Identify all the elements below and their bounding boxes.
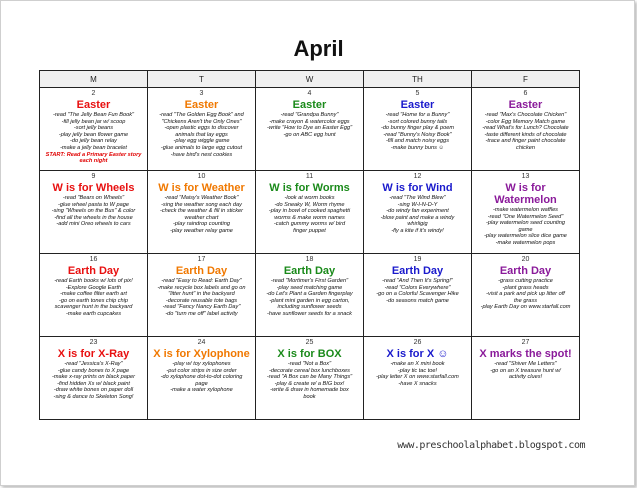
day-cell	[40, 254, 148, 337]
activity-line: -read "Colors Everywhere"	[384, 284, 451, 291]
activity-line: -trace and finger paint chocolate	[485, 138, 566, 145]
day-theme: Easter	[292, 99, 327, 111]
activity-line: -read "A Box can be Many Things"	[266, 374, 353, 381]
activity-line: page	[195, 380, 208, 387]
weekday-header: M	[40, 71, 148, 88]
activity-line: weather chart	[184, 214, 219, 221]
activity-line: -do jelly bean relay	[70, 138, 117, 145]
activity-line: -read "Not a Box"	[287, 361, 332, 367]
day-theme: Easter	[508, 99, 543, 111]
activity-line: -sing "Wheels on the Bus" & color	[51, 208, 136, 215]
day-cell	[472, 337, 580, 420]
activity-line: whirligig	[407, 221, 428, 228]
activity-line: -go on an X treasure hunt w/	[490, 367, 561, 374]
day-number: 24	[197, 339, 206, 346]
activity-line: -go on earth tones chip chip	[58, 297, 129, 304]
day-number: 26	[413, 339, 422, 346]
activity-line: -have bird's nest cookies	[170, 151, 233, 158]
activity-line: -read "Home for a Bunny"	[385, 112, 450, 118]
activity-line: -read "Fancy Nancy Earth Day"	[162, 304, 241, 311]
calendar-body	[40, 88, 580, 420]
activity-line: -read "Easy to Read: Earth Day"	[161, 278, 242, 284]
day-theme: X is for X-Ray	[57, 348, 130, 360]
activity-line: scavenger hunt in the backyard	[54, 304, 133, 311]
day-number: 9	[91, 173, 96, 180]
day-number: 11	[305, 173, 314, 180]
day-cell	[148, 254, 256, 337]
day-cell	[256, 88, 364, 171]
activity-line: "Chickens Aren't the Only Ones"	[161, 118, 242, 125]
activity-line: game	[518, 226, 533, 233]
day-number: 19	[413, 256, 422, 263]
activity-line: -make coffee filter earth art	[60, 291, 127, 298]
day-theme: Earth Day	[67, 265, 120, 277]
day-theme: W is for Worms	[269, 182, 350, 194]
day-theme: W is for Wind	[382, 182, 453, 194]
activity-line: -make watermelon pops	[495, 239, 556, 246]
activity-line: animals that lay eggs	[175, 131, 228, 138]
day-number: 10	[197, 173, 206, 180]
calendar-grid	[39, 70, 580, 420]
activity-line: -draw white bones on paper doll	[53, 387, 134, 394]
day-theme: Earth Day	[499, 265, 552, 277]
activity-line: -fly a kite if it's windy!	[391, 227, 444, 234]
activity-line: -sort colored bunny tails	[387, 118, 448, 125]
day-theme: W is for Wheels	[52, 182, 135, 194]
activity-line: -read "Jessica's X-Ray"	[64, 361, 123, 367]
day-cell	[40, 88, 148, 171]
activity-line: -check the weather & fill in sticker	[159, 208, 243, 215]
note-line: START: Read a Primary Easter story each night	[45, 151, 142, 165]
activity-line: -have X snacks	[398, 380, 437, 387]
day-number: 16	[89, 256, 98, 263]
day-theme: W is for Watermelon	[494, 182, 557, 206]
activity-line: -find hidden Xs w/ black paint	[57, 380, 130, 387]
activity-line: -make a jelly bean bracelet	[60, 144, 127, 151]
activity-line: -fill jelly bean jar w/ scoop	[61, 118, 126, 125]
day-number: 25	[305, 339, 314, 346]
activity-line: -sing & dance to Skeleton Song!	[53, 393, 134, 400]
activity-line: -make recycle box labels and go on	[157, 284, 246, 291]
activity-line: finger puppet	[293, 227, 326, 234]
day-theme: X is for Xylophone	[153, 348, 250, 360]
activity-line: -plant grass heads	[502, 284, 549, 291]
activity-line: -sort jelly beans	[73, 125, 114, 132]
activity-line: -find all the wheels in the house	[54, 214, 133, 221]
activity-line: -read "Max's Chocolate Chicken"	[484, 112, 567, 118]
day-cell	[364, 254, 472, 337]
day-theme: X is for X ☺	[386, 348, 449, 360]
activity-line: -glue candy bones to X page	[57, 367, 130, 374]
week-row	[40, 254, 580, 337]
day-number: 6	[523, 90, 528, 97]
activity-line: book	[303, 393, 316, 400]
activity-line: -make an X mini book	[390, 361, 445, 367]
day-number: 5	[415, 90, 420, 97]
day-number: 12	[413, 173, 422, 180]
activity-line: -make crayon & watercolor eggs	[269, 118, 350, 125]
day-number: 3	[199, 90, 204, 97]
activity-line: -decorate reusable tote bags	[165, 297, 238, 304]
activity-line: -do bunny finger play & poem	[380, 125, 455, 132]
activity-line: -make a water xylophone	[170, 387, 233, 394]
day-theme: Easter	[76, 99, 111, 111]
activity-line: -color Egg Memory Match game	[485, 118, 566, 125]
weekday-header: TH	[364, 71, 472, 88]
activity-line: -read "The Wind Blew"	[389, 195, 446, 201]
activity-line: -sing the weather song each day	[161, 201, 242, 208]
page-title: April	[293, 36, 344, 61]
activity-line: -play seed matching game	[276, 284, 343, 291]
day-cell	[472, 171, 580, 254]
activity-line: -play raindrop counting	[173, 221, 230, 228]
activity-line: -do Let's Plant a Garden fingerplay	[266, 291, 353, 298]
activity-line: -play watermelon slice dice game	[484, 233, 567, 240]
activity-line: -catch gummy worms w/ bird	[273, 221, 346, 228]
activity-line: -read "The Jelly Bean Fun Book"	[52, 112, 135, 118]
blog-url-footer: www.preschoolalphabet.blogspot.com	[397, 440, 585, 451]
day-number: 2	[91, 90, 96, 97]
activity-line: -do xylophone dot-to-dot coloring	[160, 374, 243, 381]
activity-line: -make watermelon waffles	[493, 207, 558, 213]
day-number: 13	[521, 173, 530, 180]
activity-line: -play letter X on www.starfall.com	[376, 374, 459, 381]
activity-line: -do Sneaky W, Worm rhyme	[274, 201, 345, 208]
activity-line: -plant mini garden in egg carton,	[269, 297, 350, 304]
day-theme: Earth Day	[391, 265, 444, 277]
day-theme: Easter	[400, 99, 435, 111]
activity-line: -visit a park and pick up litter off	[486, 291, 565, 298]
activity-line: -grass cutting practice	[498, 278, 553, 284]
activity-line: -glue animals to large egg cutout	[160, 144, 243, 151]
activity-line: -put color strips in size order	[166, 367, 237, 374]
activity-line: activity clues!	[508, 374, 543, 381]
day-theme: X is for BOX	[277, 348, 342, 360]
activity-line: -blow paint and make a windy	[380, 214, 455, 221]
day-cell	[256, 337, 364, 420]
activity-line: -make bunny buns ☺	[390, 144, 445, 151]
activity-line: -read "Shiver Me Letters"	[494, 361, 557, 367]
activity-line: -read "Bears on Wheels"	[62, 195, 125, 201]
activity-line: -do windy fan experiment	[386, 208, 449, 215]
day-theme: Earth Day	[175, 265, 228, 277]
day-cell	[256, 171, 364, 254]
activity-line: -sing W-I-N-D-Y	[397, 201, 438, 208]
day-cell	[40, 171, 148, 254]
day-cell	[364, 171, 472, 254]
week-row	[40, 337, 580, 420]
week-row	[40, 171, 580, 254]
activity-line: -read "Grandpa Bunny"	[280, 112, 339, 118]
activity-line: -glue wheel pasta to W page	[58, 201, 129, 208]
activity-line: -go on ABC egg hunt	[283, 131, 336, 138]
activity-line: -fill and match noisy eggs	[385, 138, 450, 145]
activity-line: -taste different kinds of chocolate	[484, 131, 567, 138]
activity-line: -go on a Colorful Scavenger Hike	[376, 291, 459, 298]
activity-line: -play egg wiggle game	[173, 138, 230, 145]
activity-line: -read "Mortimer's First Garden"	[270, 278, 349, 284]
activity-line: -read "One Watermelon Seed"	[487, 213, 564, 220]
day-theme: W is for Weather	[158, 182, 245, 194]
day-cell	[40, 337, 148, 420]
day-number: 23	[89, 339, 98, 346]
day-theme: X marks the spot!	[479, 348, 572, 360]
day-cell	[256, 254, 364, 337]
activity-line: -play tic tac toe!	[397, 367, 438, 374]
activity-line: -write "How to Dye an Easter Egg"	[266, 125, 353, 132]
activity-line: -read What's for Lunch? Chocolate	[482, 125, 569, 132]
activity-line: -write & draw in homemade box	[270, 387, 349, 394]
activity-line: -decorate cereal box lunchboxes	[269, 367, 350, 374]
day-cell	[472, 88, 580, 171]
activity-line: "litter hunt" in the backyard	[168, 291, 235, 298]
activity-line: -read "Bunny's Noisy Book"	[383, 131, 452, 138]
weekday-header-row	[40, 71, 580, 88]
activity-line: -have sunflower seeds for a snack	[267, 310, 352, 317]
activity-line: -play in bowl of cooked spaghetti	[268, 208, 351, 215]
week-row	[40, 88, 580, 171]
activity-line: -read "The Golden Egg Book" and	[159, 112, 244, 118]
activity-line: -Explore Google Earth	[65, 284, 122, 291]
day-cell	[364, 337, 472, 420]
activity-line: -make earth cupcakes	[65, 310, 122, 317]
activity-line: -play watermelon seed counting	[486, 220, 565, 227]
day-theme: Earth Day	[283, 265, 336, 277]
day-theme: Easter	[184, 99, 219, 111]
activity-line: -play Earth Day on www.starfall.com	[480, 304, 571, 311]
activity-line: -read "And Then It's Spring!"	[382, 278, 453, 284]
activity-line: -play & create w/ a BIG box!	[274, 380, 345, 387]
activity-line: the grass	[513, 297, 537, 304]
day-number: 4	[307, 90, 312, 97]
day-cell	[148, 337, 256, 420]
day-cell	[148, 88, 256, 171]
activity-line: -play w/ toy xylophones	[172, 361, 231, 367]
weekday-header: T	[148, 71, 256, 88]
day-cell	[472, 254, 580, 337]
day-number: 27	[521, 339, 530, 346]
activity-line: -do seasons match game	[386, 297, 449, 304]
activity-line: -play jelly bean flower game	[58, 131, 129, 138]
activity-line: -do "turn me off" label activity	[165, 310, 238, 317]
activity-line: -read "Maisy's Weather Book"	[164, 195, 239, 201]
day-number: 20	[521, 256, 530, 263]
activity-line: -read Earth books w/ lots of pix!	[54, 278, 133, 284]
activity-line: -play weather relay game	[170, 227, 233, 234]
activity-line: chicken	[516, 144, 535, 151]
activity-line: worms & make worm names	[274, 214, 345, 221]
activity-line: including sunflower seeds	[277, 304, 342, 311]
day-cell	[148, 171, 256, 254]
weekday-header: W	[256, 71, 364, 88]
activity-line: -make x-ray prints on black paper	[51, 374, 135, 381]
activity-line: -open plastic eggs to discover	[164, 125, 239, 132]
day-number: 17	[197, 256, 206, 263]
weekday-header: F	[472, 71, 580, 88]
day-number: 18	[305, 256, 314, 263]
activity-line: -add mini Oreo wheels to cars	[56, 221, 131, 228]
activity-line: -look at worm books	[284, 195, 335, 201]
day-cell	[364, 88, 472, 171]
